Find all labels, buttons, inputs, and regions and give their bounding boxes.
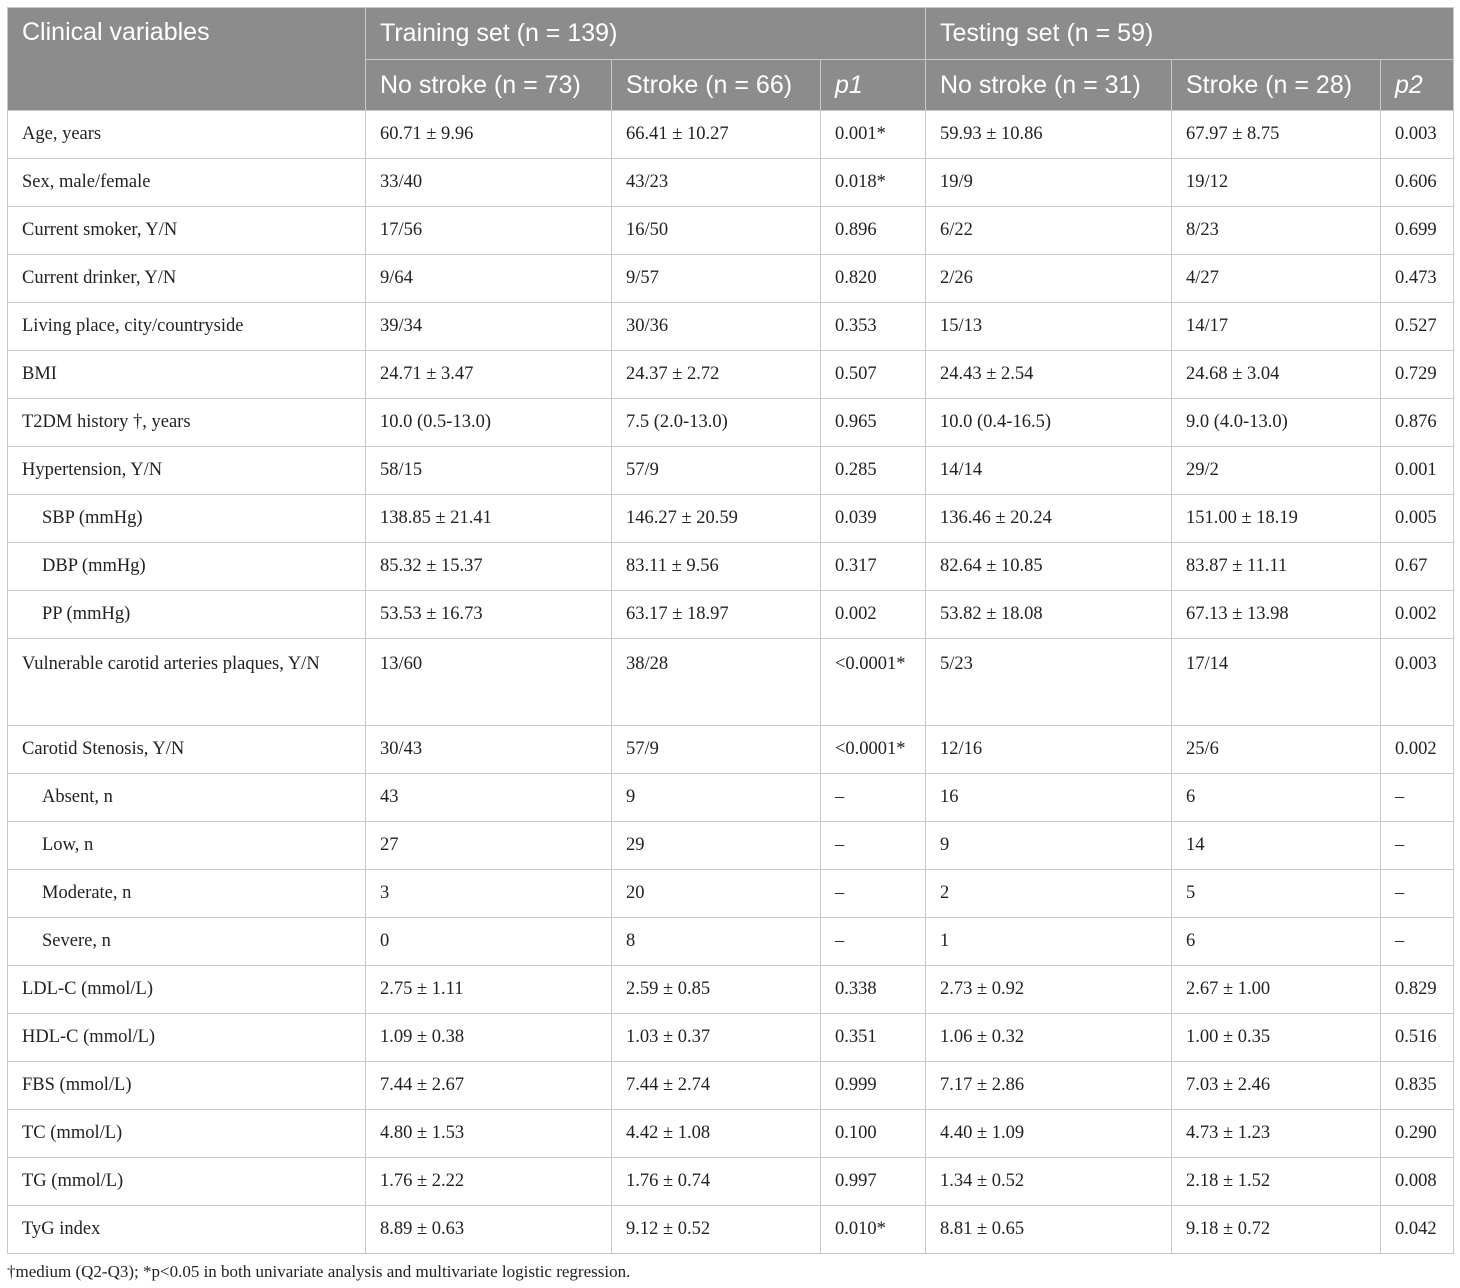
cell-training-no-stroke: 10.0 (0.5-13.0) [366,399,612,447]
cell-testing-stroke: 151.00 ± 18.19 [1172,495,1381,543]
cell-p2: 0.516 [1381,1014,1454,1062]
cell-training-no-stroke: 85.32 ± 15.37 [366,543,612,591]
row-label: Carotid Stenosis, Y/N [8,726,366,774]
cell-training-stroke: 83.11 ± 9.56 [612,543,821,591]
cell-testing-stroke: 67.97 ± 8.75 [1172,111,1381,159]
header-training-set: Training set (n = 139) [366,8,926,60]
cell-testing-stroke: 4.73 ± 1.23 [1172,1110,1381,1158]
cell-training-stroke: 16/50 [612,207,821,255]
cell-p1: <0.0001* [821,726,926,774]
cell-training-no-stroke: 13/60 [366,639,612,726]
header-p2: p2 [1381,60,1454,111]
header-testing-no-stroke: No stroke (n = 31) [926,60,1172,111]
table-row [8,822,1454,870]
cell-training-stroke: 38/28 [612,639,821,726]
cell-training-no-stroke: 138.85 ± 21.41 [366,495,612,543]
cell-p2: 0.005 [1381,495,1454,543]
cell-training-stroke: 8 [612,918,821,966]
cell-training-no-stroke: 1.09 ± 0.38 [366,1014,612,1062]
cell-training-no-stroke: 2.75 ± 1.11 [366,966,612,1014]
cell-p1: 0.317 [821,543,926,591]
cell-testing-stroke: 24.68 ± 3.04 [1172,351,1381,399]
cell-testing-no-stroke: 53.82 ± 18.08 [926,591,1172,639]
cell-training-stroke: 7.44 ± 2.74 [612,1062,821,1110]
row-label: Severe, n [8,918,366,966]
table-row [8,774,1454,822]
row-label: Hypertension, Y/N [8,447,366,495]
cell-training-stroke: 43/23 [612,159,821,207]
header-clinical-variables: Clinical variables [8,8,366,111]
cell-testing-no-stroke: 12/16 [926,726,1172,774]
cell-training-no-stroke: 27 [366,822,612,870]
header-row-groups [8,8,1454,60]
cell-training-no-stroke: 0 [366,918,612,966]
cell-p2: 0.473 [1381,255,1454,303]
cell-testing-no-stroke: 2/26 [926,255,1172,303]
table-row [8,1014,1454,1062]
header-testing-set: Testing set (n = 59) [926,8,1454,60]
cell-testing-no-stroke: 2.73 ± 0.92 [926,966,1172,1014]
cell-p1: 0.507 [821,351,926,399]
cell-training-stroke: 1.03 ± 0.37 [612,1014,821,1062]
cell-p2: 0.290 [1381,1110,1454,1158]
cell-p2: 0.002 [1381,591,1454,639]
cell-p1: 0.896 [821,207,926,255]
table-row [8,1110,1454,1158]
cell-p2: 0.008 [1381,1158,1454,1206]
cell-p1: – [821,774,926,822]
cell-testing-no-stroke: 136.46 ± 20.24 [926,495,1172,543]
cell-p2: 0.876 [1381,399,1454,447]
cell-testing-stroke: 6 [1172,918,1381,966]
cell-p2: 0.003 [1381,639,1454,726]
cell-p2: – [1381,870,1454,918]
table-row [8,1062,1454,1110]
cell-p1: 0.001* [821,111,926,159]
cell-p2: 0.835 [1381,1062,1454,1110]
cell-training-stroke: 146.27 ± 20.59 [612,495,821,543]
table-row [8,870,1454,918]
cell-testing-stroke: 29/2 [1172,447,1381,495]
row-label: TC (mmol/L) [8,1110,366,1158]
cell-p2: – [1381,774,1454,822]
cell-testing-stroke: 2.67 ± 1.00 [1172,966,1381,1014]
row-label: Moderate, n [8,870,366,918]
row-label: Vulnerable carotid arteries plaques, Y/N [8,639,366,726]
row-label: Living place, city/countryside [8,303,366,351]
row-label: Sex, male/female [8,159,366,207]
cell-training-no-stroke: 33/40 [366,159,612,207]
cell-testing-no-stroke: 6/22 [926,207,1172,255]
cell-p2: 0.042 [1381,1206,1454,1254]
cell-training-stroke: 1.76 ± 0.74 [612,1158,821,1206]
cell-p1: 0.999 [821,1062,926,1110]
row-label: Current smoker, Y/N [8,207,366,255]
cell-p2: – [1381,822,1454,870]
cell-p1: 0.010* [821,1206,926,1254]
table-row [8,159,1454,207]
cell-training-no-stroke: 39/34 [366,303,612,351]
cell-training-no-stroke: 53.53 ± 16.73 [366,591,612,639]
cell-p1: 0.820 [821,255,926,303]
cell-p1: 0.285 [821,447,926,495]
header-p1: p1 [821,60,926,111]
row-label: BMI [8,351,366,399]
row-label: SBP (mmHg) [8,495,366,543]
table-body [8,111,1454,1254]
cell-testing-stroke: 1.00 ± 0.35 [1172,1014,1381,1062]
cell-testing-no-stroke: 14/14 [926,447,1172,495]
row-label: LDL-C (mmol/L) [8,966,366,1014]
table-row [8,207,1454,255]
row-label: FBS (mmol/L) [8,1062,366,1110]
cell-training-stroke: 29 [612,822,821,870]
table-row [8,303,1454,351]
cell-training-stroke: 57/9 [612,447,821,495]
cell-training-stroke: 9 [612,774,821,822]
cell-p1: 0.965 [821,399,926,447]
cell-training-stroke: 4.42 ± 1.08 [612,1110,821,1158]
table-container [7,7,1453,1254]
cell-testing-stroke: 4/27 [1172,255,1381,303]
cell-p2: 0.829 [1381,966,1454,1014]
cell-p1: – [821,918,926,966]
cell-training-stroke: 57/9 [612,726,821,774]
table-row [8,399,1454,447]
table-row [8,255,1454,303]
table-footnote: †medium (Q2-Q3); *p<0.05 in both univariate analysis and multivariate logistic regression. [7,1262,631,1281]
table-row [8,726,1454,774]
cell-p1: – [821,822,926,870]
cell-training-stroke: 20 [612,870,821,918]
table-row [8,639,1454,726]
cell-training-stroke: 63.17 ± 18.97 [612,591,821,639]
cell-training-no-stroke: 3 [366,870,612,918]
cell-testing-no-stroke: 1.06 ± 0.32 [926,1014,1172,1062]
table-row [8,1158,1454,1206]
cell-p2: 0.699 [1381,207,1454,255]
clinical-characteristics-table [7,7,1454,1254]
cell-testing-stroke: 17/14 [1172,639,1381,726]
header-testing-stroke: Stroke (n = 28) [1172,60,1381,111]
cell-p2: 0.003 [1381,111,1454,159]
cell-p1: 0.997 [821,1158,926,1206]
cell-p1: 0.100 [821,1110,926,1158]
cell-p1: 0.039 [821,495,926,543]
cell-testing-no-stroke: 8.81 ± 0.65 [926,1206,1172,1254]
row-label: Low, n [8,822,366,870]
cell-testing-no-stroke: 1 [926,918,1172,966]
cell-testing-no-stroke: 7.17 ± 2.86 [926,1062,1172,1110]
cell-testing-no-stroke: 24.43 ± 2.54 [926,351,1172,399]
table-row [8,447,1454,495]
row-label: TG (mmol/L) [8,1158,366,1206]
table-row [8,543,1454,591]
row-label: Current drinker, Y/N [8,255,366,303]
cell-p1: 0.018* [821,159,926,207]
row-label: PP (mmHg) [8,591,366,639]
row-label: Absent, n [8,774,366,822]
row-label: T2DM history †, years [8,399,366,447]
cell-testing-no-stroke: 15/13 [926,303,1172,351]
cell-training-stroke: 30/36 [612,303,821,351]
cell-testing-no-stroke: 5/23 [926,639,1172,726]
cell-training-stroke: 9.12 ± 0.52 [612,1206,821,1254]
table-row [8,1206,1454,1254]
cell-testing-stroke: 2.18 ± 1.52 [1172,1158,1381,1206]
header-training-no-stroke: No stroke (n = 73) [366,60,612,111]
cell-p1: <0.0001* [821,639,926,726]
cell-testing-no-stroke: 16 [926,774,1172,822]
cell-p2: 0.527 [1381,303,1454,351]
cell-testing-stroke: 9.0 (4.0-13.0) [1172,399,1381,447]
cell-testing-stroke: 25/6 [1172,726,1381,774]
cell-training-no-stroke: 9/64 [366,255,612,303]
cell-training-no-stroke: 24.71 ± 3.47 [366,351,612,399]
table-header [8,8,1454,111]
cell-testing-stroke: 8/23 [1172,207,1381,255]
row-label: HDL-C (mmol/L) [8,1014,366,1062]
cell-training-stroke: 7.5 (2.0-13.0) [612,399,821,447]
cell-testing-stroke: 5 [1172,870,1381,918]
cell-testing-no-stroke: 82.64 ± 10.85 [926,543,1172,591]
cell-p2: 0.67 [1381,543,1454,591]
cell-training-stroke: 24.37 ± 2.72 [612,351,821,399]
cell-testing-stroke: 14 [1172,822,1381,870]
row-label: Age, years [8,111,366,159]
cell-p2: 0.606 [1381,159,1454,207]
cell-testing-no-stroke: 19/9 [926,159,1172,207]
cell-training-stroke: 2.59 ± 0.85 [612,966,821,1014]
cell-testing-stroke: 9.18 ± 0.72 [1172,1206,1381,1254]
cell-p1: 0.353 [821,303,926,351]
table-row [8,111,1454,159]
table-row [8,351,1454,399]
cell-training-no-stroke: 17/56 [366,207,612,255]
cell-p2: 0.001 [1381,447,1454,495]
cell-p2: 0.002 [1381,726,1454,774]
cell-training-no-stroke: 1.76 ± 2.22 [366,1158,612,1206]
cell-p2: 0.729 [1381,351,1454,399]
table-row [8,591,1454,639]
cell-training-no-stroke: 60.71 ± 9.96 [366,111,612,159]
cell-p2: – [1381,918,1454,966]
row-label: DBP (mmHg) [8,543,366,591]
cell-testing-stroke: 19/12 [1172,159,1381,207]
cell-training-no-stroke: 7.44 ± 2.67 [366,1062,612,1110]
cell-testing-stroke: 14/17 [1172,303,1381,351]
cell-testing-no-stroke: 4.40 ± 1.09 [926,1110,1172,1158]
row-label: TyG index [8,1206,366,1254]
cell-p1: 0.338 [821,966,926,1014]
cell-testing-no-stroke: 10.0 (0.4-16.5) [926,399,1172,447]
cell-p1: – [821,870,926,918]
cell-testing-stroke: 83.87 ± 11.11 [1172,543,1381,591]
cell-testing-stroke: 6 [1172,774,1381,822]
table-row [8,918,1454,966]
cell-training-stroke: 66.41 ± 10.27 [612,111,821,159]
cell-testing-no-stroke: 9 [926,822,1172,870]
cell-training-stroke: 9/57 [612,255,821,303]
cell-testing-no-stroke: 59.93 ± 10.86 [926,111,1172,159]
cell-training-no-stroke: 43 [366,774,612,822]
cell-p1: 0.351 [821,1014,926,1062]
cell-testing-stroke: 7.03 ± 2.46 [1172,1062,1381,1110]
cell-training-no-stroke: 58/15 [366,447,612,495]
cell-testing-no-stroke: 2 [926,870,1172,918]
cell-training-no-stroke: 4.80 ± 1.53 [366,1110,612,1158]
cell-training-no-stroke: 30/43 [366,726,612,774]
table-row [8,495,1454,543]
header-training-stroke: Stroke (n = 66) [612,60,821,111]
cell-testing-stroke: 67.13 ± 13.98 [1172,591,1381,639]
cell-training-no-stroke: 8.89 ± 0.63 [366,1206,612,1254]
cell-testing-no-stroke: 1.34 ± 0.52 [926,1158,1172,1206]
table-row [8,966,1454,1014]
cell-p1: 0.002 [821,591,926,639]
